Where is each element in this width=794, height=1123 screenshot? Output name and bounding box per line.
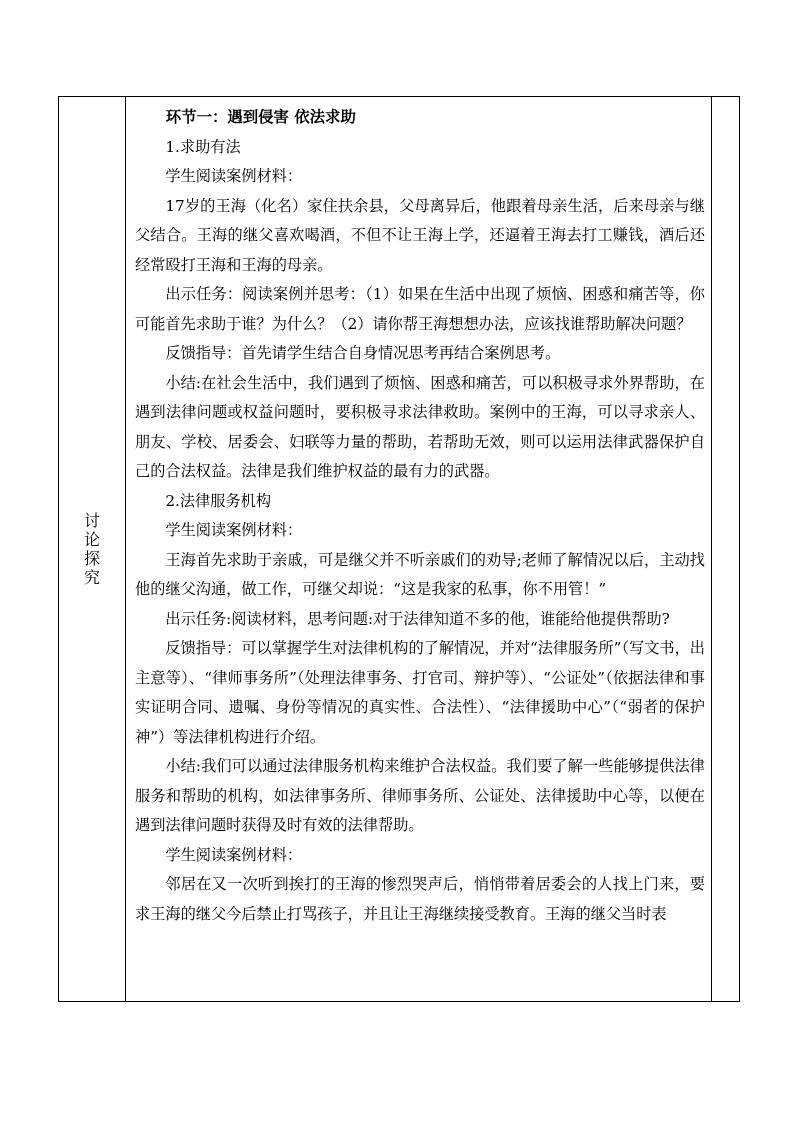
paragraph: 王海首先求助于亲戚，可是继父并不听亲戚们的劝导;老师了解情况以后，主动找他的继父沟通，做工作，可继父却说：“这是我家的私事，你不用管！” [135,550,705,598]
paragraph: 17岁的王海（化名）家住扶余县，父母离异后，他跟着母亲生活，后来母亲与继父结合。王海的继父喜欢喝酒，不但不让王海上学，还逼着王海去打工赚钱，酒后还经常殴打王海和王海的母亲。 [135,196,705,274]
empty-cell [712,97,740,1002]
lesson-table [58,96,740,1002]
section-title: 环节一：遇到侵害 依法求助 [165,108,356,126]
paragraph: 小结:我们可以通过法律服务机构来维护合法权益。我们要了解一些能够提供法律服务和帮助的机构，如法律事务所、律师事务所、公证处、法律援助中心等，以便在遇到法律问题时获得及时有效的法律帮助。 [135,757,705,834]
paragraph: 反馈指导：首先请学生结合自身情况思考再结合案例思考。 [165,344,561,362]
paragraph: 出示任务:阅读材料，思考问题:对于法律知道不多的他，谁能给他提供帮助? [165,609,670,628]
paragraph: 学生阅读案例材料： [165,521,303,539]
paragraph: 小结:在社会生活中，我们遇到了烦恼、困惑和痛苦，可以积极寻求外界帮助，在遇到法律问题或权益问题时，要积极寻求法律救助。案例中的王海，可以寻求亲人、朋友、学校、居委会、妇联等力量的帮助，若帮助无效，则可以运用法律武器保护自己的合法权益。法律是我们维护权益的最有力的武器。 [135,373,705,480]
content-cell [126,97,712,1002]
table-row [59,97,740,1002]
paragraph: 2.法律服务机构 [165,491,272,510]
content-body [126,97,711,929]
side-label: 讨论探究 [84,511,101,587]
paragraph: 邻居在又一次听到挨打的王海的惨烈哭声后，悄悄带着居委会的人找上门来，要求王海的继父今后禁止打骂孩子，并且让王海继续接受教育。王海的继父当时表 [135,875,705,923]
paragraph: 学生阅读案例材料： [165,845,303,864]
paragraph: 出示任务：阅读案例并思考：（1）如果在生活中出现了烦恼、困惑和痛苦等，你可能首先求助于谁？为什么？（2）请你帮王海想想办法，应该找谁帮助解决问题？ [135,285,705,333]
paragraph: 学生阅读案例材料： [165,167,303,185]
paragraph: 1.求助有法 [165,137,241,156]
side-label-cell [59,97,126,1002]
paragraph: 反馈指导：可以掌握学生对法律机构的了解情况，并对“法律服务所”（写文书，出主意等）、“律师事务所”（处理法律事务、打官司、辩护等）、“公证处”（依据法律和事实证明合同、遗嘱、身份等情况的真实性、合法性）、“法律援助中心”（“弱者的保护神”）等法律机构进行介绍。 [135,639,705,746]
